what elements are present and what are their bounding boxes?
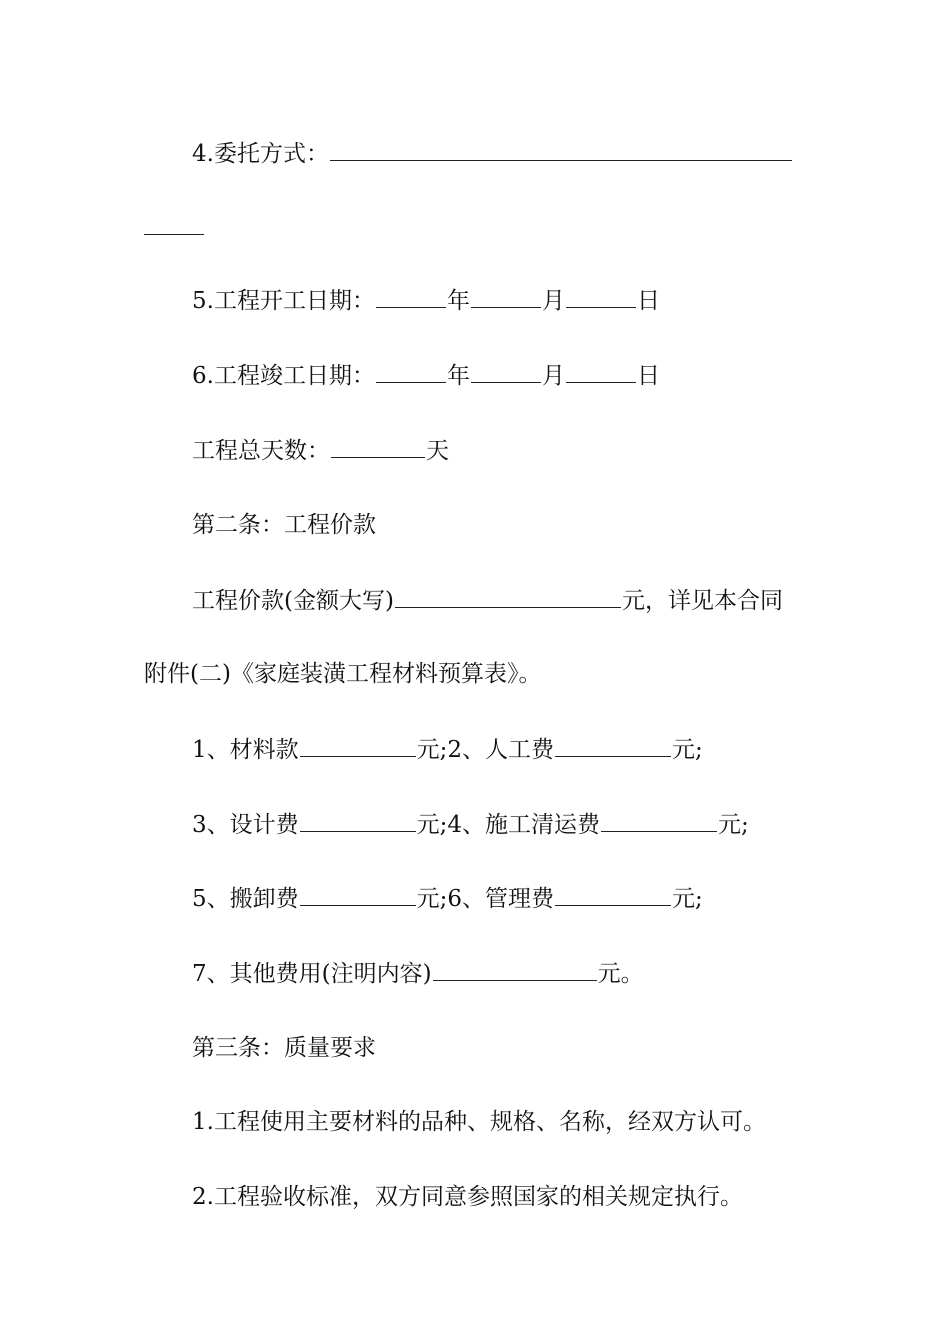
end-year-unit: 年 bbox=[446, 363, 470, 389]
fee6-blank bbox=[555, 883, 671, 906]
total-days-label: 工程总天数： bbox=[192, 438, 330, 464]
fee2-label: 2、人工费 bbox=[447, 737, 555, 763]
clause-end-date bbox=[192, 360, 660, 390]
price-continuation: 附件(二)《家庭装潢工程材料预算表》。 bbox=[144, 661, 542, 687]
clause-price bbox=[192, 585, 783, 615]
fee4-unit: 元; bbox=[718, 812, 749, 838]
item4-label: 4.委托方式： bbox=[192, 141, 329, 167]
fee1-blank bbox=[300, 734, 416, 757]
fee-line-2 bbox=[192, 809, 749, 839]
article2-title: 第二条：工程价款 bbox=[192, 512, 376, 538]
start-month-blank bbox=[471, 285, 541, 308]
quality-item1: 1.工程使用主要材料的品种、规格、名称，经双方认可。 bbox=[192, 1109, 766, 1135]
start-year-unit: 年 bbox=[446, 288, 470, 314]
clause-item4 bbox=[192, 138, 793, 168]
fee4-label: 4、施工清运费 bbox=[447, 812, 601, 838]
fee-line-3 bbox=[192, 883, 703, 913]
item4-blank-continuation bbox=[144, 234, 204, 235]
fee1-unit: 元; bbox=[416, 737, 448, 763]
fee4-blank bbox=[601, 809, 717, 832]
item4-blank bbox=[330, 138, 792, 161]
fee5-unit: 元; bbox=[416, 886, 448, 912]
fee-line-4 bbox=[192, 958, 644, 988]
quality-item2: 2.工程验收标准，双方同意参照国家的相关规定执行。 bbox=[192, 1184, 743, 1210]
fee6-label: 6、管理费 bbox=[447, 886, 555, 912]
end-day-unit: 日 bbox=[636, 363, 660, 389]
start-day-unit: 日 bbox=[636, 288, 660, 314]
clause-start-date bbox=[192, 285, 660, 315]
fee3-unit: 元; bbox=[416, 812, 448, 838]
fee7-label: 7、其他费用(注明内容) bbox=[192, 961, 432, 987]
fee6-unit: 元; bbox=[672, 886, 703, 912]
fee3-label: 3、设计费 bbox=[192, 812, 299, 838]
price-label: 工程价款(金额大写) bbox=[192, 588, 394, 614]
price-blank bbox=[395, 585, 621, 608]
fee2-blank bbox=[555, 734, 671, 757]
start-day-blank bbox=[566, 285, 636, 308]
fee5-blank bbox=[300, 883, 416, 906]
end-date-label: 6.工程竣工日期： bbox=[192, 363, 375, 389]
fee7-blank bbox=[433, 958, 597, 981]
total-days-unit: 天 bbox=[426, 438, 449, 464]
price-tail: 元，详见本合同 bbox=[621, 588, 783, 614]
end-month-unit: 月 bbox=[541, 363, 565, 389]
fee5-label: 5、搬卸费 bbox=[192, 886, 299, 912]
start-year-blank bbox=[376, 285, 446, 308]
fee3-blank bbox=[300, 809, 416, 832]
clause-total-days bbox=[192, 435, 449, 465]
end-month-blank bbox=[471, 360, 541, 383]
total-days-blank bbox=[331, 435, 425, 458]
start-date-label: 5.工程开工日期： bbox=[192, 288, 375, 314]
fee2-unit: 元; bbox=[672, 737, 703, 763]
article3-title: 第三条：质量要求 bbox=[192, 1035, 376, 1061]
fee-line-1 bbox=[192, 734, 703, 764]
end-day-blank bbox=[566, 360, 636, 383]
fee7-unit: 元。 bbox=[597, 961, 644, 987]
start-month-unit: 月 bbox=[541, 288, 565, 314]
end-year-blank bbox=[376, 360, 446, 383]
fee1-label: 1、材料款 bbox=[192, 737, 299, 763]
